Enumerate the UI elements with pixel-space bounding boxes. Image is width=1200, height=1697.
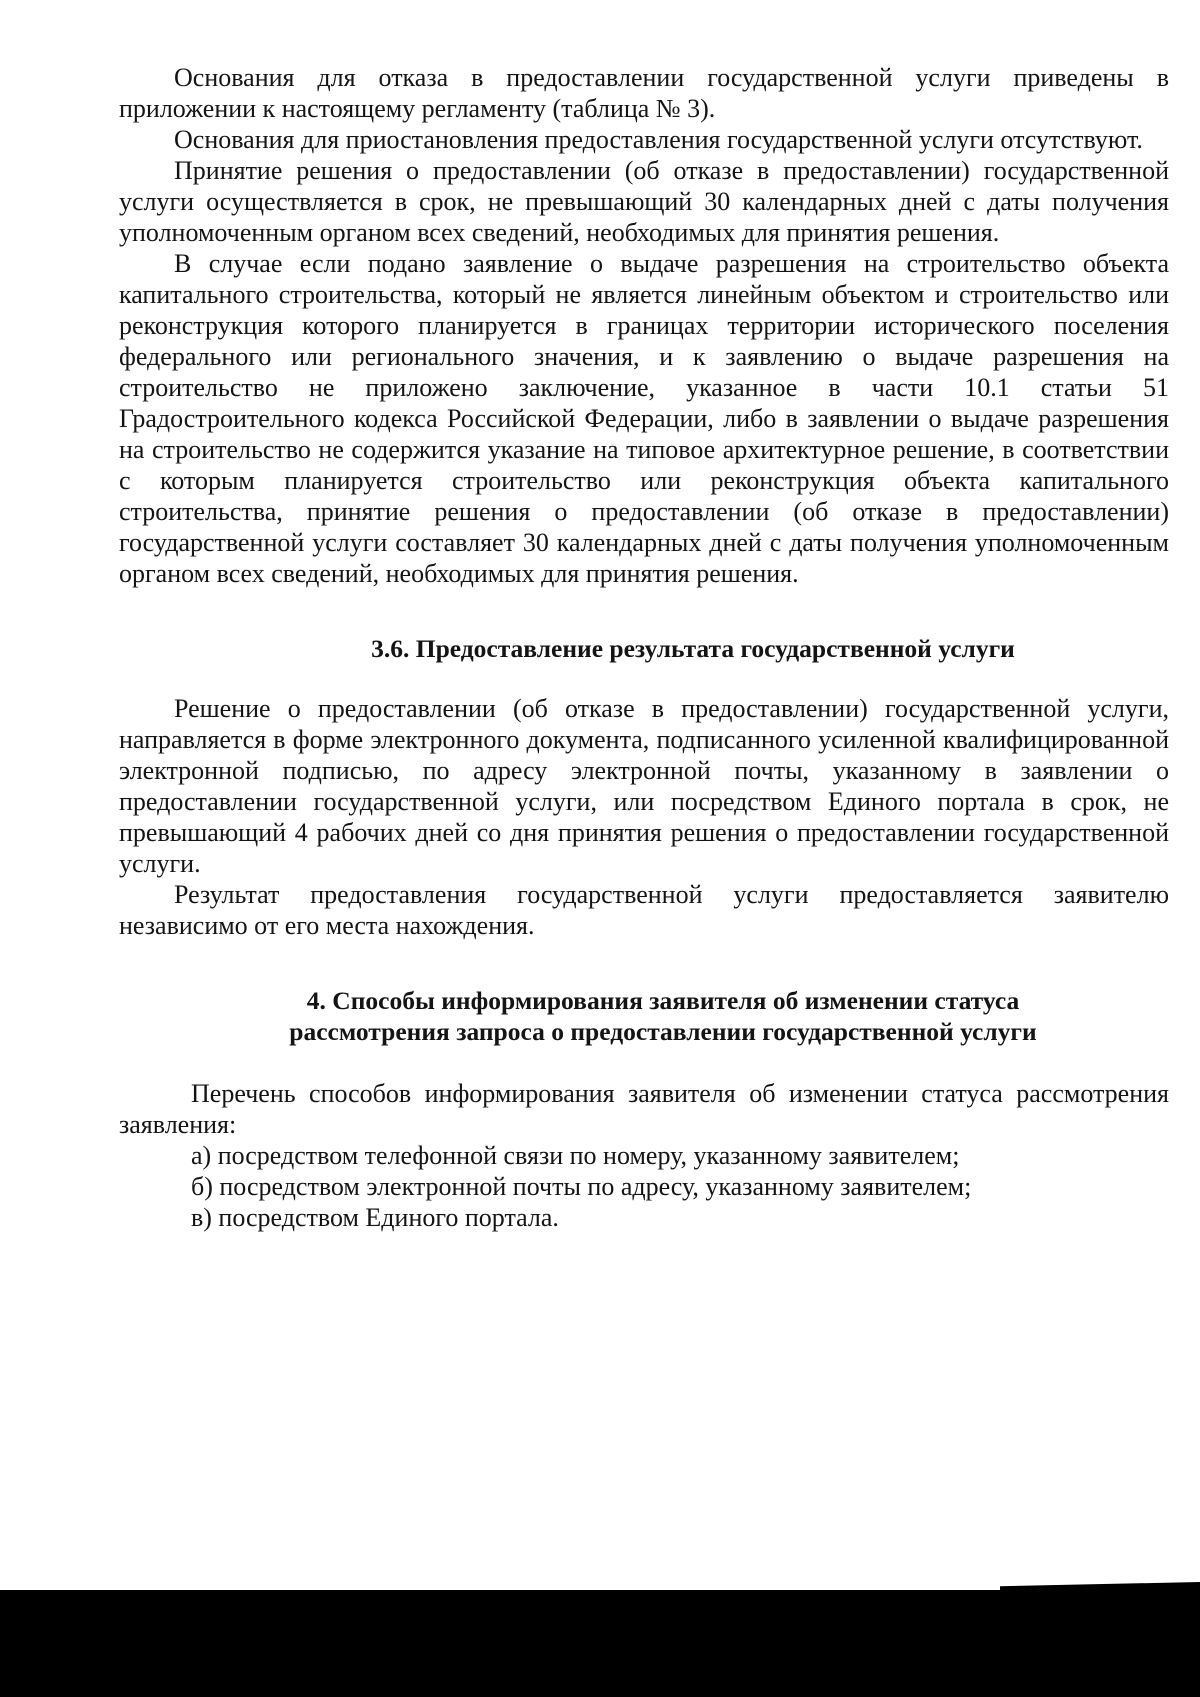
document-body <box>119 62 1169 1233</box>
section-4-heading <box>119 985 1169 1047</box>
paragraph-refusal-grounds: Основания для отказа в предоставлении государственной услуги приведены в приложении к настоящему регламенту (таблица № 3). <box>119 63 1169 123</box>
section-4-heading-line-1: 4. Способы информирования заявителя об изменении статуса <box>306 986 1020 1015</box>
paragraph-special-case: В случае если подано заявление о выдаче разрешения на строительство объекта капитального строительства, который не является линейным объектом и строительство или реконструкция которого планируется в границах территории исторического поселения федерального или регионального значения, и к заявлению о выдаче разрешения на строительство не приложено заключение, указанное в части 10.1 статьи 51 Градостроительного кодекса Российской Федерации, либо в заявлении о выдаче разрешения на строительство не содержится указание на типовое архитектурное решение, в соответствии с которым планируется строительство или реконструкция объекта капитального строительства, принятие решения о предоставлении (об отказе в предоставлении) государственной услуги составляет 30 календарных дней с даты получения уполномоченным органом всех сведений, необходимых для принятия решения. <box>119 249 1169 588</box>
list-item-email: б) посредством электронной почты по адресу, указанному заявителем; <box>191 1172 972 1201</box>
section-4-heading-line-2: рассмотрения запроса о предоставлении государственной услуги <box>289 1017 1037 1046</box>
paragraph-result-delivery: Решение о предоставлении (об отказе в предоставлении) государственной услуги, направляется в форме электронного документа, подписанного усиленной квалифицированной электронной подписью, по адресу электронной почты, указанному в заявлении о предоставлении государственной услуги, или посредством Единого портала в срок, не превышающий 4 рабочих дней со дня принятия решения о предоставлении государственной услуги. <box>119 694 1169 878</box>
paragraph-decision-term: Принятие решения о предоставлении (об отказе в предоставлении) государственной услуги осуществляется в срок, не превышающий 30 календарных дней с даты получения уполномоченным органом всех сведений, необходимых для принятия решения. <box>119 156 1169 247</box>
list-item-portal: в) посредством Единого портала. <box>191 1203 559 1232</box>
section-3-6-heading: 3.6. Предоставление результата государственной услуги <box>371 634 1015 663</box>
list-item-phone: а) посредством телефонной связи по номеру, указанному заявителем; <box>191 1141 960 1170</box>
paragraph-result-location: Результат предоставления государственной услуги предоставляется заявителю независимо от его места нахождения. <box>119 880 1169 940</box>
paragraph-notification-lead: Перечень способов информирования заявителя об изменении статуса рассмотрения заявления: <box>119 1079 1169 1139</box>
scan-bottom-border <box>0 1590 1200 1697</box>
paragraph-suspension-grounds: Основания для приостановления предоставления государственной услуги отсутствуют. <box>174 125 1143 154</box>
